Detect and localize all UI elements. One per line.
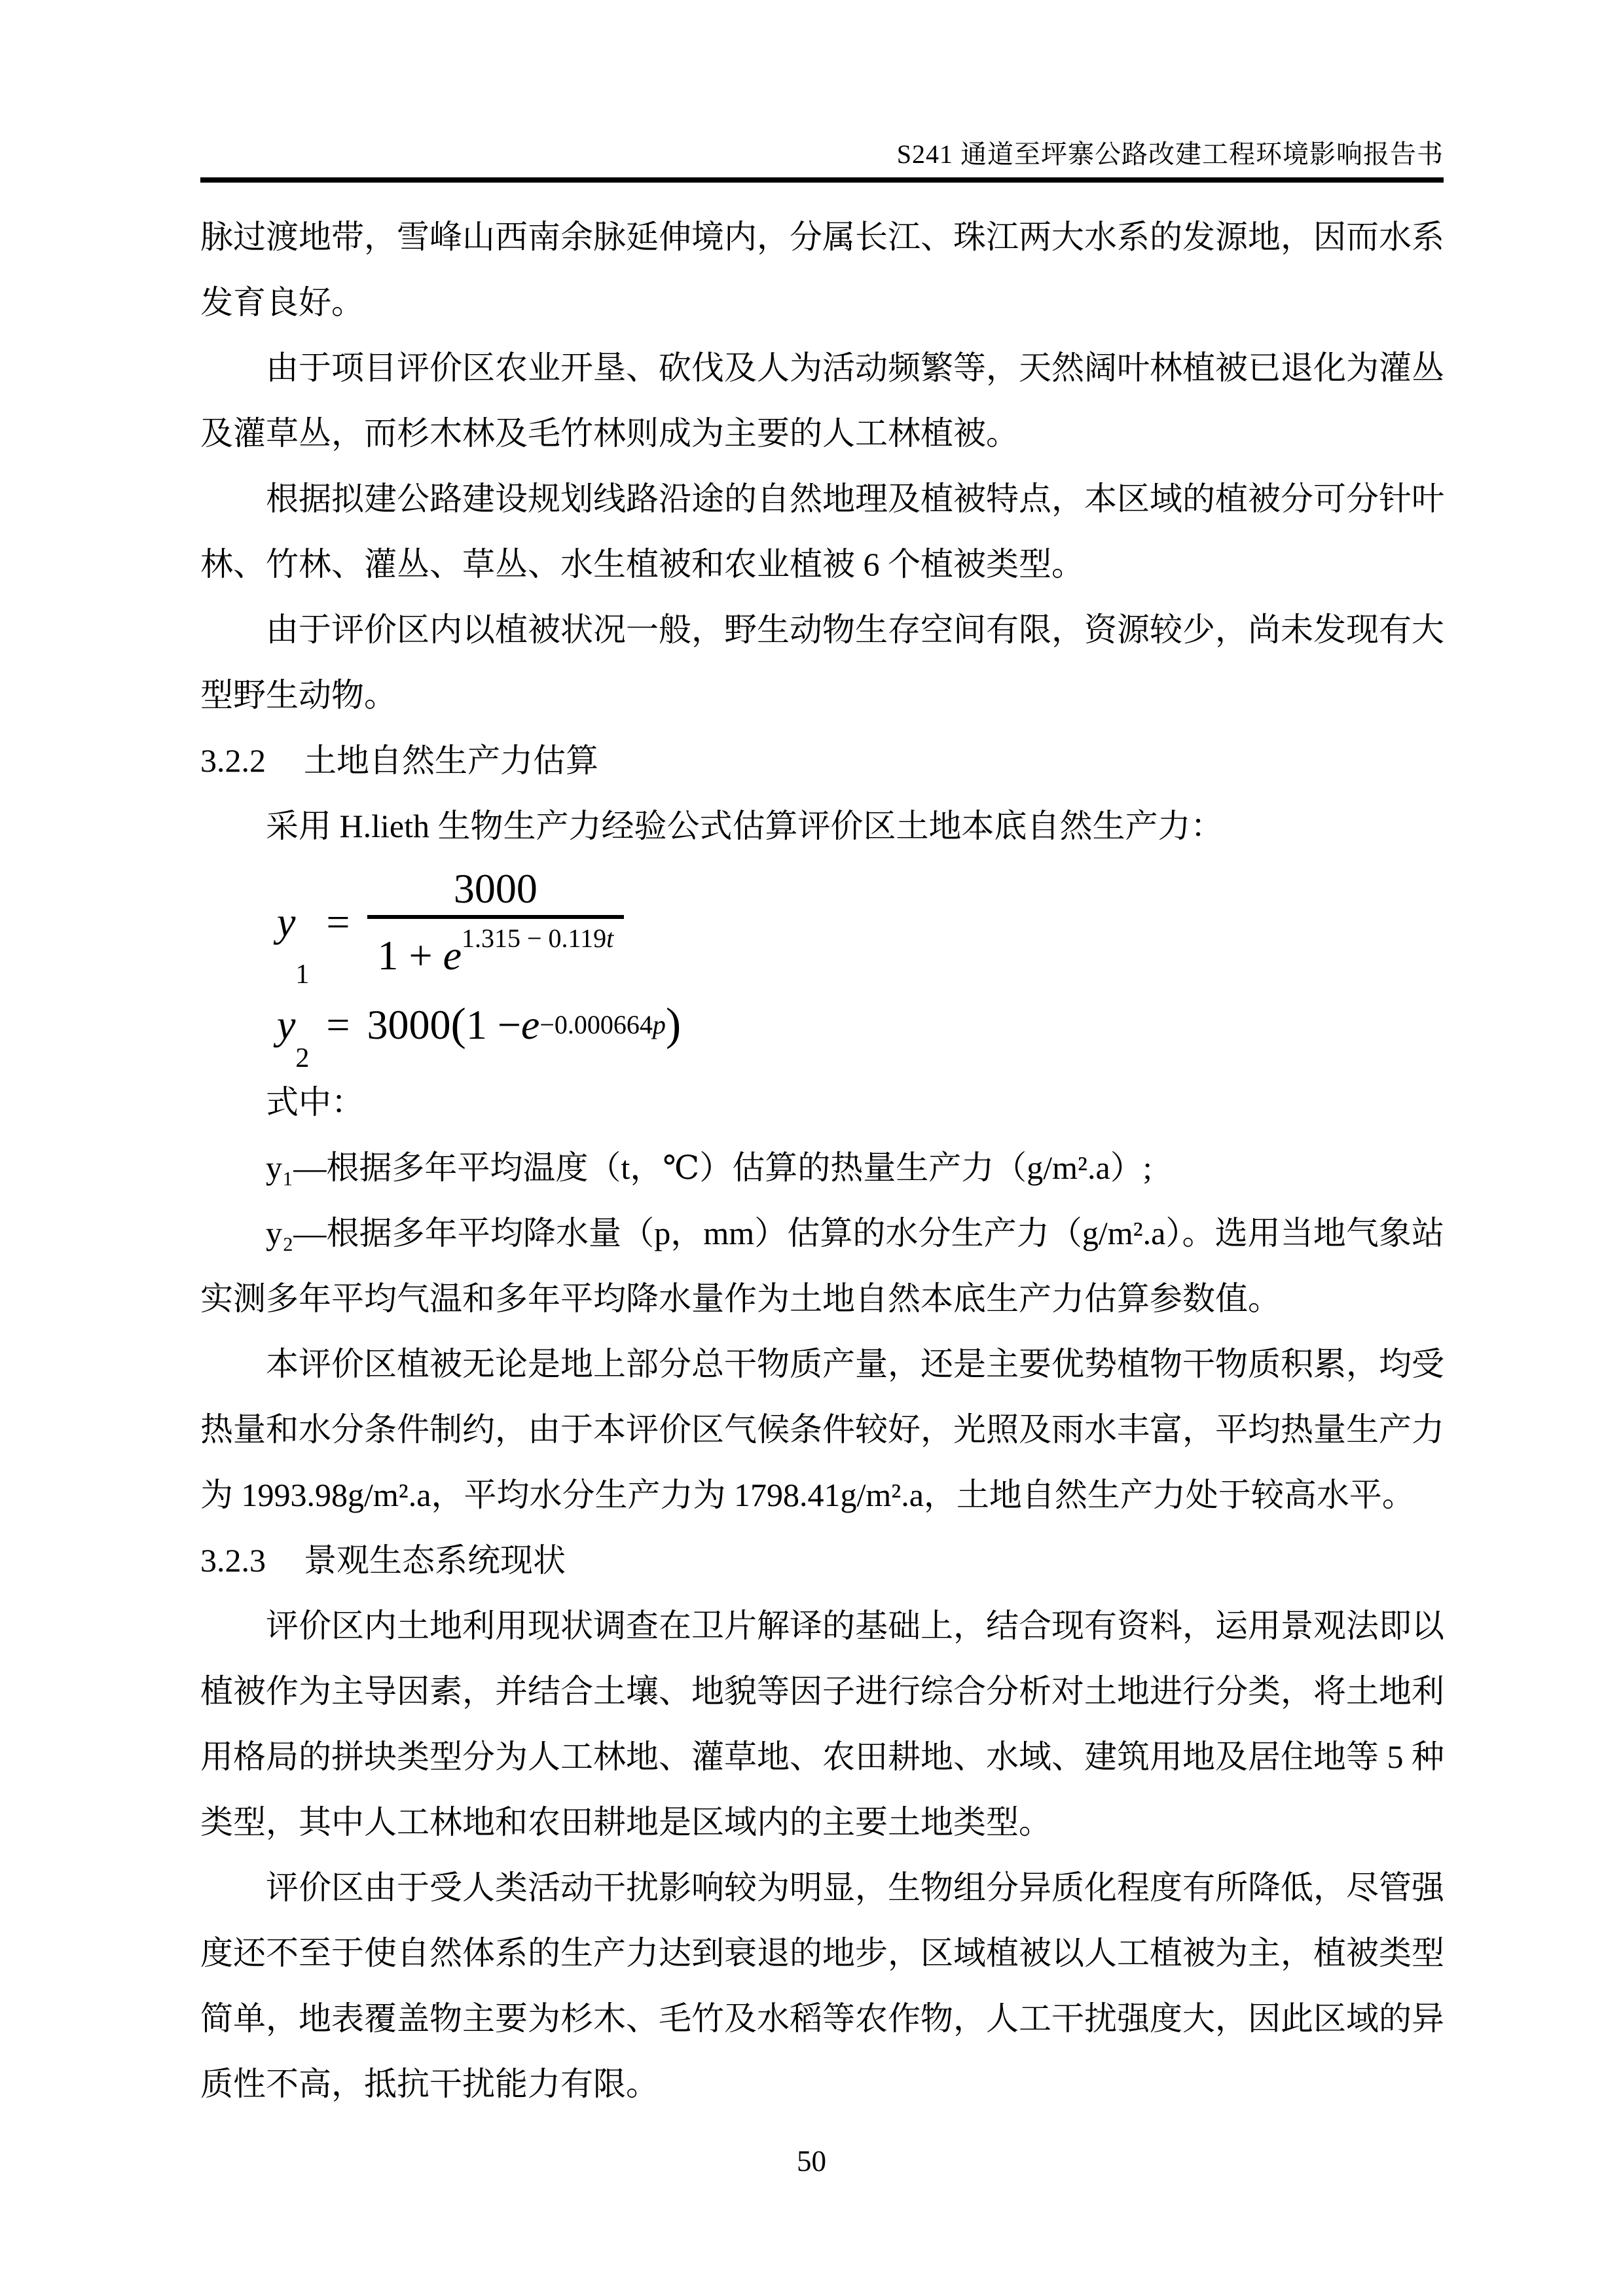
equals-sign: = [326,1001,350,1048]
page-header-title: S241 通道至坪寨公路改建工程环境影响报告书 [896,139,1444,169]
one-minus: 1 − [465,1001,521,1048]
body-paragraph: 脉过渡地带，雪峰山西南余脉延伸境内，分属长江、珠江两大水系的发源地，因而水系发育良好。 [200,219,1444,321]
formula-variable: y [277,899,296,945]
formula-y1 [277,865,1444,990]
fraction-denominator [367,915,625,977]
close-paren: ) [665,999,682,1050]
open-paren: ( [450,999,466,1050]
section-title: 土地自然生产力估算 [304,742,598,779]
denominator-prefix: 1 + [377,932,443,978]
fraction-numerator: 3000 [453,865,538,912]
body-paragraph: 评价区内土地利用现状调查在卫片解译的基础上，结合现有资料，运用景观法即以植被作为主导因素，并结合土壤、地貌等因子进行综合分析对土地进行分类，将土地利用格局的拼块类型分为人工林地、灌草地、农田耕地、水域、建筑用地及居住地等 5 种类型，其中人工林地和农田耕地是区域内的主要土地类型。 [200,1607,1444,1840]
page-number: 50 [797,2145,826,2178]
section-number: 3.2.2 [200,742,266,779]
section-number: 3.2.3 [200,1542,266,1579]
exponent: 1.315 − 0.119t [462,924,614,953]
formula-variable: y [277,1001,296,1048]
euler-e: e [520,1001,540,1048]
body-paragraph: 式中： [266,1084,364,1121]
section-heading-3-2-2 [200,728,1444,793]
exponent: −0.000664p [539,1010,666,1039]
euler-e: e [443,932,462,978]
section-heading-3-2-3 [200,1528,1444,1593]
fraction [367,865,625,978]
body-paragraph: y₁—根据多年平均温度（t，℃）估算的热量生产力（g/m².a）; [266,1149,1152,1186]
formula-subscript: 1 [295,960,310,990]
body-paragraph: 由于项目评价区农业开垦、砍伐及人为活动频繁等，天然阔叶林植被已退化为灌丛及灌草丛，而杉木林及毛竹林则成为主要的人工林植被。 [200,350,1444,452]
equals-sign: = [326,899,350,945]
body-paragraph: 本评价区植被无论是地上部分总干物质产量，还是主要优势植物干物质积累，均受热量和水分条件制约，由于本评价区气候条件较好，光照及雨水丰富，平均热量生产力为 1993.98g/m².a，平均水分生产力为 1798.41g/m².a，土地自然生产力处于较高水平。 [200,1346,1444,1513]
body-paragraph: 采用 H.lieth 生物生产力经验公式估算评价区土地本底自然生产力： [266,808,1224,844]
formula-y2 [277,990,1444,1073]
header-divider-rule [200,177,1444,183]
coefficient: 3000 [367,1001,451,1048]
body-paragraph: 评价区由于受人类活动干扰影响较为明显，生物组分异质化程度有所降低，尽管强度还不至于使自然体系的生产力达到衰退的地步，区域植被以人工植被为主，植被类型简单，地表覆盖物主要为杉木、毛竹及水稻等农作物，人工干扰强度大，因此区域的异质性不高，抵抗干扰能力有限。 [200,1869,1444,2102]
formula-subscript: 2 [295,1043,310,1073]
body-paragraph: 根据拟建公路建设规划线路沿途的自然地理及植被特点，本区域的植被分可分针叶林、竹林、灌丛、草丛、水生植被和农业植被 6 个植被类型。 [200,480,1444,583]
document-body [200,204,1444,2117]
body-paragraph: 由于评价区内以植被状况一般，野生动物生存空间有限，资源较少，尚未发现有大型野生动物。 [200,611,1444,713]
body-paragraph: y₂—根据多年平均降水量（p，mm）估算的水分生产力（g/m².a）。选用当地气象站实测多年平均气温和多年平均降水量作为土地自然本底生产力估算参数值。 [200,1215,1444,1317]
section-title: 景观生态系统现状 [304,1542,566,1579]
